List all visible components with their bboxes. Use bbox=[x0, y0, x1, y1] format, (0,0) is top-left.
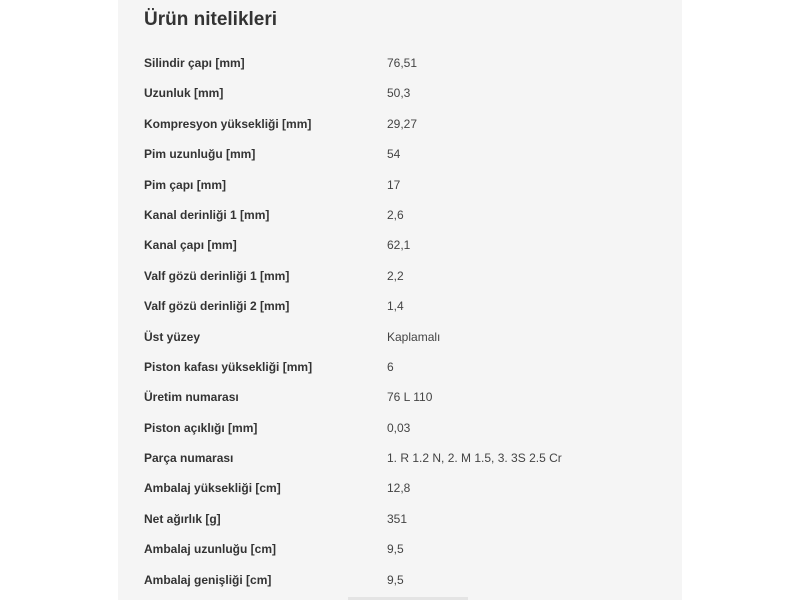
spec-value: 54 bbox=[387, 147, 401, 162]
spec-row bbox=[144, 443, 664, 473]
spec-value: 2,6 bbox=[387, 207, 404, 222]
spec-label: Piston kafası yüksekliği [mm] bbox=[144, 359, 313, 374]
spec-row bbox=[144, 230, 664, 260]
spec-value: 29,27 bbox=[387, 116, 418, 131]
spec-label: Kanal derinliği 1 [mm] bbox=[144, 207, 270, 222]
section-title: Ürün nitelikleri bbox=[144, 9, 278, 30]
spec-value: 9,5 bbox=[387, 542, 404, 557]
spec-value: 9,5 bbox=[387, 572, 404, 587]
spec-row bbox=[144, 78, 664, 108]
specs-table bbox=[144, 48, 664, 595]
spec-label: Silindir çapı [mm] bbox=[144, 56, 245, 70]
spec-row bbox=[144, 261, 664, 291]
spec-row bbox=[144, 48, 664, 78]
spec-label: Net ağırlık [g] bbox=[144, 511, 221, 526]
spec-label: Pim uzunluğu [mm] bbox=[144, 147, 256, 162]
spec-value: 62,1 bbox=[387, 238, 411, 253]
spec-label: Uzunluk [mm] bbox=[144, 86, 224, 101]
spec-row bbox=[144, 322, 664, 352]
spec-label: Valf gözü derinliği 1 [mm] bbox=[144, 268, 290, 283]
spec-row bbox=[144, 200, 664, 230]
spec-label: Kanal çapı [mm] bbox=[144, 238, 237, 253]
spec-row bbox=[144, 170, 664, 200]
spec-row bbox=[144, 139, 664, 169]
spec-row bbox=[144, 473, 664, 503]
spec-label: Kompresyon yüksekliği [mm] bbox=[144, 116, 312, 131]
spec-row bbox=[144, 565, 664, 595]
spec-value: 76,51 bbox=[387, 56, 418, 70]
spec-row bbox=[144, 291, 664, 321]
spec-row bbox=[144, 382, 664, 412]
spec-label: Ambalaj yüksekliği [cm] bbox=[144, 481, 281, 496]
spec-label: Üst yüzey bbox=[144, 329, 201, 344]
spec-row bbox=[144, 534, 664, 564]
spec-label: Valf gözü derinliği 2 [mm] bbox=[144, 299, 290, 314]
spec-value: Kaplamalı bbox=[387, 329, 441, 344]
spec-value: 17 bbox=[387, 177, 401, 192]
spec-value: 0,03 bbox=[387, 420, 411, 435]
spec-value: 2,2 bbox=[387, 268, 404, 283]
spec-value: 351 bbox=[387, 511, 408, 526]
spec-label: Pim çapı [mm] bbox=[144, 177, 227, 192]
spec-label: Piston açıklığı [mm] bbox=[144, 420, 258, 435]
spec-label: Ambalaj uzunluğu [cm] bbox=[144, 542, 276, 557]
spec-value: 6 bbox=[387, 359, 394, 374]
spec-value: 76 L 110 bbox=[387, 390, 433, 405]
spec-label: Üretim numarası bbox=[144, 390, 239, 405]
spec-value: 50,3 bbox=[387, 86, 411, 101]
spec-row bbox=[144, 352, 664, 382]
spec-row bbox=[144, 504, 664, 534]
spec-value: 1. R 1.2 N, 2. M 1.5, 3. 3S 2.5 Cr bbox=[387, 451, 562, 466]
spec-label: Parça numarası bbox=[144, 451, 234, 466]
spec-value: 12,8 bbox=[387, 481, 411, 496]
spec-value: 1,4 bbox=[387, 299, 404, 314]
spec-row bbox=[144, 109, 664, 139]
spec-label: Ambalaj genişliği [cm] bbox=[144, 572, 272, 587]
spec-row bbox=[144, 413, 664, 443]
